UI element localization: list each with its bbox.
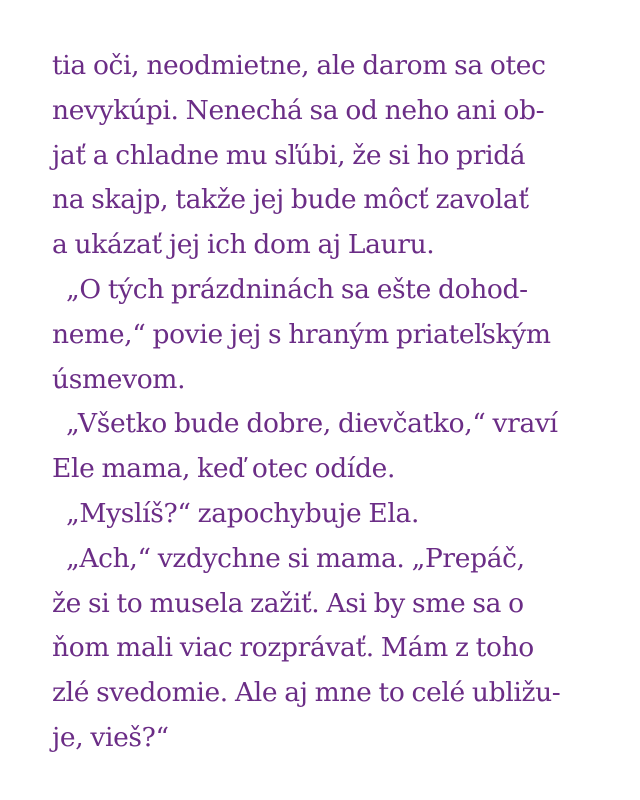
text-line: že si to musela zažiť. Asi by sme sa o bbox=[52, 587, 524, 619]
text-line: tia oči, neodmietne, ale darom sa otec bbox=[52, 50, 546, 81]
text-line-indented: „Všetko bude dobre, dievčatko,“ vraví bbox=[66, 408, 558, 440]
text-line: jať a chladne mu sľúbi, že si ho pridá bbox=[52, 139, 526, 171]
text-line: zlé svedomie. Ale aj mne to celé ubližu- bbox=[52, 677, 561, 709]
text-line: na skajp, takže jej bude môcť zavolať bbox=[52, 184, 529, 216]
text-line: a ukázať jej ich dom aj Lauru. bbox=[52, 229, 435, 261]
text-line: ňom mali viac rozprávať. Mám z toho bbox=[52, 632, 534, 664]
text-line: úsmevom. bbox=[52, 363, 186, 395]
text-line: je, vieš?“ bbox=[52, 721, 169, 753]
text-line: Ele mama, keď otec odíde. bbox=[52, 453, 396, 485]
text-line: neme,“ povie jej s hraným priateľským bbox=[52, 318, 551, 350]
book-page-text bbox=[52, 44, 612, 761]
text-line: nevykúpi. Nenechá sa od neho ani ob- bbox=[52, 94, 545, 126]
text-line-indented: „Ach,“ vzdychne si mama. „Prepáč, bbox=[66, 542, 525, 574]
text-line-indented: „Myslíš?“ zapochybuje Ela. bbox=[66, 497, 420, 529]
text-line-indented: „O tých prázdninách sa ešte dohod- bbox=[66, 273, 528, 305]
